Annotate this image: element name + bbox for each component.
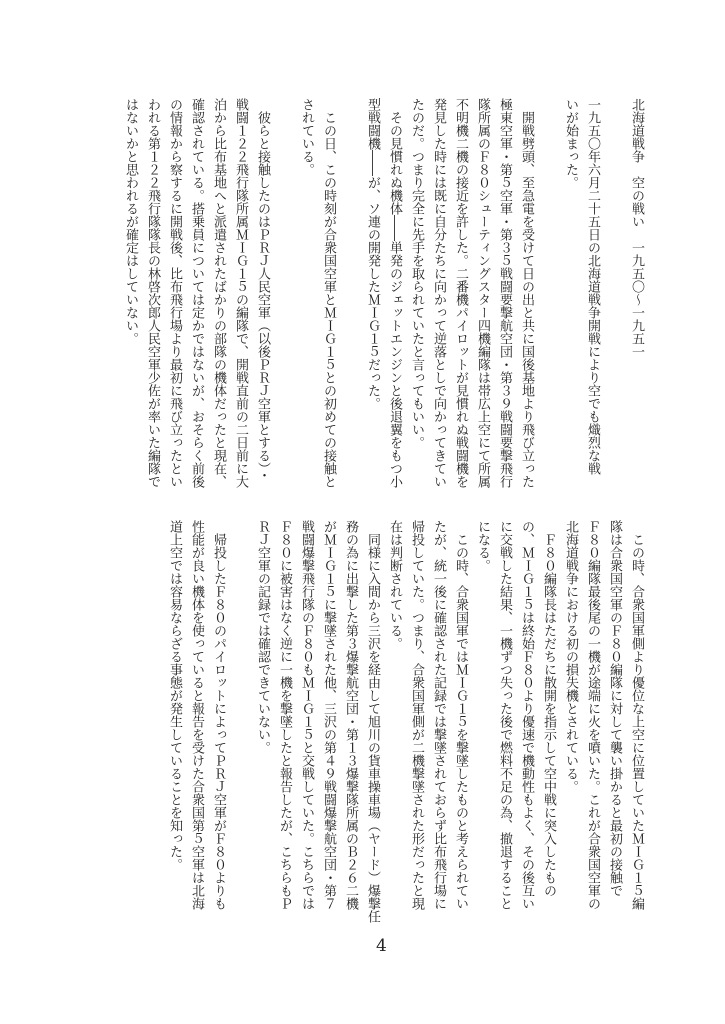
text-line: Ｆ８０に被害はなく逆に一機を撃墜したと報告したが、こちらもＰ — [277, 520, 292, 910]
blank-line — [273, 98, 295, 498]
text-line: になる。 — [475, 520, 490, 572]
text-line: に交戦した結果、一機ずつ失った後で燃料不足の為、撤退すること — [497, 520, 512, 910]
text-block-bottom — [163, 520, 647, 923]
blank-line — [537, 98, 559, 498]
text-line: の、ＭＩＧ１５は終始Ｆ８０より優速で機動性もよく、その後互い — [519, 520, 534, 910]
page-number: 4 — [376, 936, 387, 956]
text-line: されている。 — [299, 98, 314, 176]
text-line: 隊所属のＦ８０シューティングスター四機編隊は帯広上空にて所属 — [475, 98, 490, 488]
text-line: 開戦劈頭、至急電を受けて日の出と共に国後基地より飛び立った — [519, 98, 534, 488]
text-line: 同様に入間から三沢を経由して旭川の貨車操車場（ヤード）爆撃任 — [365, 520, 380, 923]
text-line: 道上空では容易ならざる事態が発生していることを知った。 — [167, 520, 182, 871]
text-line: たのだ。つまり完全に先手を取られていたと言ってもいい。 — [409, 98, 424, 449]
blank-line — [229, 520, 251, 923]
blank-line — [339, 98, 361, 498]
text-line: 帰投したＦ８０のパイロットによってＰＲＪ空軍がＦ８０よりも — [211, 520, 226, 910]
text-line: 戦闘爆撃飛行隊のＦ８０もＭＩＧ１５と交戦していた。こちらでは — [299, 520, 314, 910]
text-line: この日、この時刻が合衆国空軍とＭＩＧ１５との初めての接触と — [321, 98, 336, 488]
text-line: われる第１２２飛行隊隊長の林啓次郎人民空軍少佐が率いた編隊で — [145, 98, 160, 488]
text-line: Ｆ８０編隊長はただちに散開を指示して空中戦に突入したもの — [541, 520, 556, 897]
text-line: この時、合衆国軍側より優位な上空に位置していたＭＩＧ１５編 — [629, 520, 644, 910]
text-line: 不明機二機の接近を許した。二番機パイロットが見慣れぬ戦闘機を — [453, 98, 468, 488]
text-line: 泊から比布基地へと派遣されたばかりの部隊の機体だったと現在、 — [211, 98, 226, 488]
text-line: 発見した時には既に自分たちに向かって逆落としで向かってきてい — [431, 98, 446, 488]
text-line: たが、統一後に確認された記録では撃墜されておらず比布飛行場に — [431, 520, 446, 910]
text-line: の情報から察するに開戦後、比布飛行場より最初に飛び立ったとい — [167, 98, 182, 488]
text-line: 北海道戦争 空の戦い 一九五〇～一九五一 — [629, 98, 644, 358]
text-line: 一九五〇年六月二十五日の北海道戦争開戦により空でも熾烈な戦 — [585, 98, 600, 475]
text-line: 隊は合衆国空軍のＦ８０編隊に対して襲い掛かると最初の接触で — [607, 520, 622, 897]
text-line: 戦闘１２２飛行隊所属ＭＩＧ１５の編隊で、開戦直前の二日前に大 — [233, 98, 248, 488]
text-line: その見慣れぬ機体――単発のジェットエンジンと後退翼をもつ小 — [387, 98, 402, 488]
text-line: 確認されている。搭乗員については定かではないが、おそらく前後 — [189, 98, 204, 488]
text-line: 在は判断されている。 — [387, 520, 402, 650]
text-line: いが始まった。 — [563, 98, 578, 189]
blank-line — [603, 98, 625, 498]
text-line: この時、合衆国軍ではＭＩＧ１５を撃墜したものと考えられてい — [453, 520, 468, 910]
text-line: 彼らと接触したのはＰＲＪ人民空軍（以後ＰＲＪ空軍とする）・ — [255, 98, 270, 482]
text-line: がＭＩＧ１５に撃墜された他、三沢の第４９戦闘爆撃航空団・第７ — [321, 520, 336, 910]
text-line: ＲＪ空軍の記録では確認できていない。 — [255, 520, 270, 754]
text-line: 務の為に出撃した第３爆撃航空団・第１３爆撃隊所属のＢ２６二機 — [343, 520, 358, 910]
text-line: 性能が良い機体を使っていると報告を受けた合衆国第５空軍は北海 — [189, 520, 204, 910]
text-line: 北海道戦争における初の損失機とされている。 — [563, 520, 578, 793]
text-line: 帰投していた。つまり、合衆国軍側が二機撃墜された形だったと現 — [409, 520, 424, 910]
text-line: 極東空軍・第５空軍・第３５戦闘要撃航空団・第３９戦闘要撃飛行 — [497, 98, 512, 488]
text-line: はないかと思われるが確定はしていない。 — [123, 98, 138, 345]
text-line: Ｆ８０編隊最後尾の一機が途端に火を噴いた。これが合衆国空軍の — [585, 520, 600, 910]
text-line: 型戦闘機――が、ソ連の開発したＭＩＧ１５だった。 — [365, 98, 380, 410]
text-block-top — [119, 98, 647, 498]
